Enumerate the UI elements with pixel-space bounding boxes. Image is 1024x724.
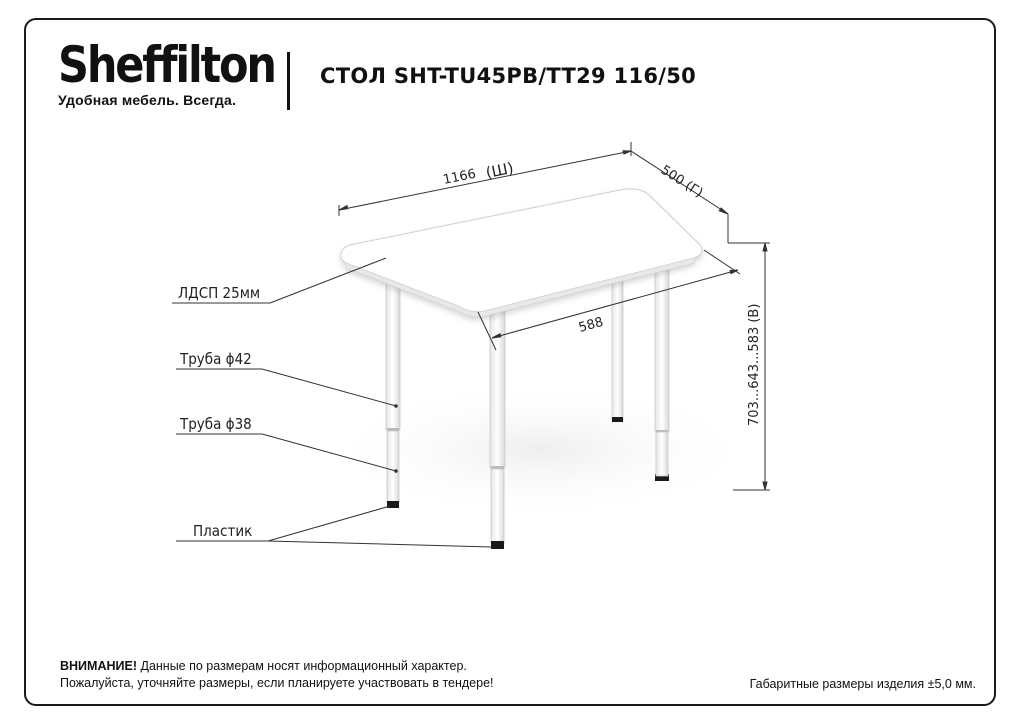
leg-back-far-right [655,262,669,481]
footer-notice-line1 [60,658,494,675]
brand-name: Sheffilton [58,36,275,94]
dimension-bottom-edge-value: 588 [577,314,605,336]
dimension-width-value: 1166 [441,166,478,188]
dimension-depth-value: 500 (Г) [657,162,706,201]
dimension-height-value: 703...643...583 (В) [747,303,762,426]
dimension-width-label: (Ш) [484,158,515,182]
notice-bold: ВНИМАНИЕ! [60,659,137,673]
footer-notice-line2: Пожалуйста, уточняйте размеры, если планируете участвовать в тендере! [60,676,494,690]
callout-tube-lower-label: Труба ϕ38 [180,415,252,433]
callout-tube-upper [176,369,396,406]
footer-tolerance: Габаритные размеры изделия ±5,0 мм. [749,677,976,691]
page-title: СТОЛ SHT-TU45PB/TT29 116/50 [320,64,697,88]
brand-slogan: Удобная мебель. Всегда. [58,92,237,108]
footer-notice [60,658,494,692]
callout-top-material-label: ЛДСП 25мм [178,284,261,302]
callout-feet-label: Пластик [193,522,253,540]
notice-text: Данные по размерам носят информационный характер. [137,659,467,673]
callout-tube-upper-label: Труба ϕ42 [180,350,252,368]
leg-back-right [612,272,623,422]
leg-front-left [386,280,400,508]
